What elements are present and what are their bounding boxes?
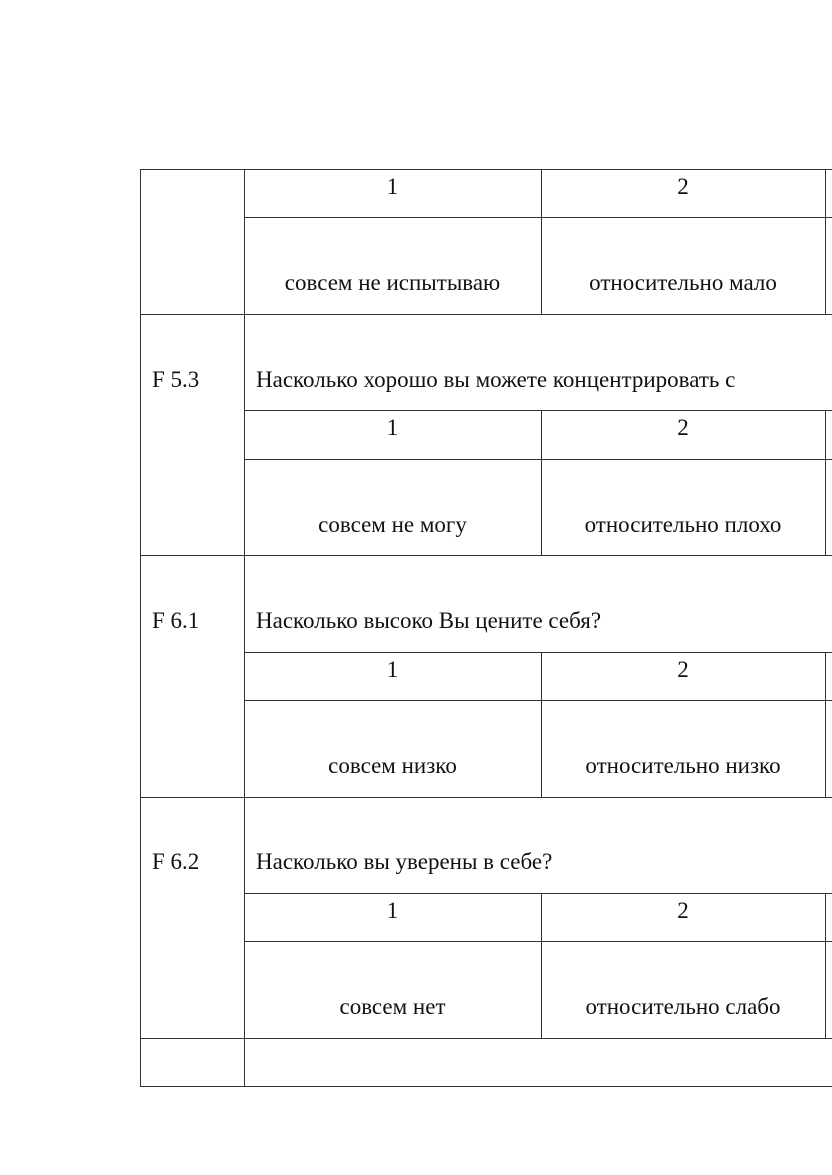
scale-number: 2 — [677, 415, 689, 440]
question-text: Насколько высоко Вы цените себя? — [256, 608, 602, 633]
column-divider — [825, 652, 826, 798]
column-divider — [244, 169, 245, 1087]
scale-number: 1 — [386, 657, 399, 682]
scale-label: относительно мало — [589, 270, 777, 295]
scale-label: относительно плохо — [584, 512, 782, 537]
scale-number: 1 — [386, 174, 399, 199]
question-number: F 6.2 — [152, 849, 200, 874]
scale-number: 2 — [677, 898, 689, 923]
row-divider — [244, 217, 832, 218]
scale-label: относительно слабо — [585, 994, 781, 1019]
scale-label: относительно низко — [585, 753, 781, 778]
scale-label: совсем не могу — [318, 512, 467, 537]
column-divider — [825, 410, 826, 556]
scale-number: 2 — [677, 174, 689, 199]
row-divider — [244, 700, 832, 701]
scale-label: совсем нет — [339, 994, 446, 1019]
scale-number: 1 — [386, 415, 399, 440]
scale-number: 1 — [386, 898, 399, 923]
row-divider — [244, 893, 832, 894]
column-divider — [825, 169, 826, 315]
row-divider — [244, 652, 832, 653]
column-divider — [825, 893, 826, 1039]
question-number: F 6.1 — [152, 608, 200, 633]
scale-label: совсем низко — [328, 753, 457, 778]
table-border-left — [140, 169, 141, 1087]
question-number: F 5.3 — [152, 367, 200, 392]
scale-number: 2 — [677, 657, 689, 682]
row-divider — [244, 941, 832, 942]
row-divider — [244, 410, 832, 411]
question-text: Насколько вы уверены в себе? — [256, 849, 553, 874]
row-divider — [244, 459, 832, 460]
question-text: Насколько хорошо вы можете концентрировать с — [256, 367, 736, 392]
scale-label: совсем не испытываю — [284, 270, 501, 295]
